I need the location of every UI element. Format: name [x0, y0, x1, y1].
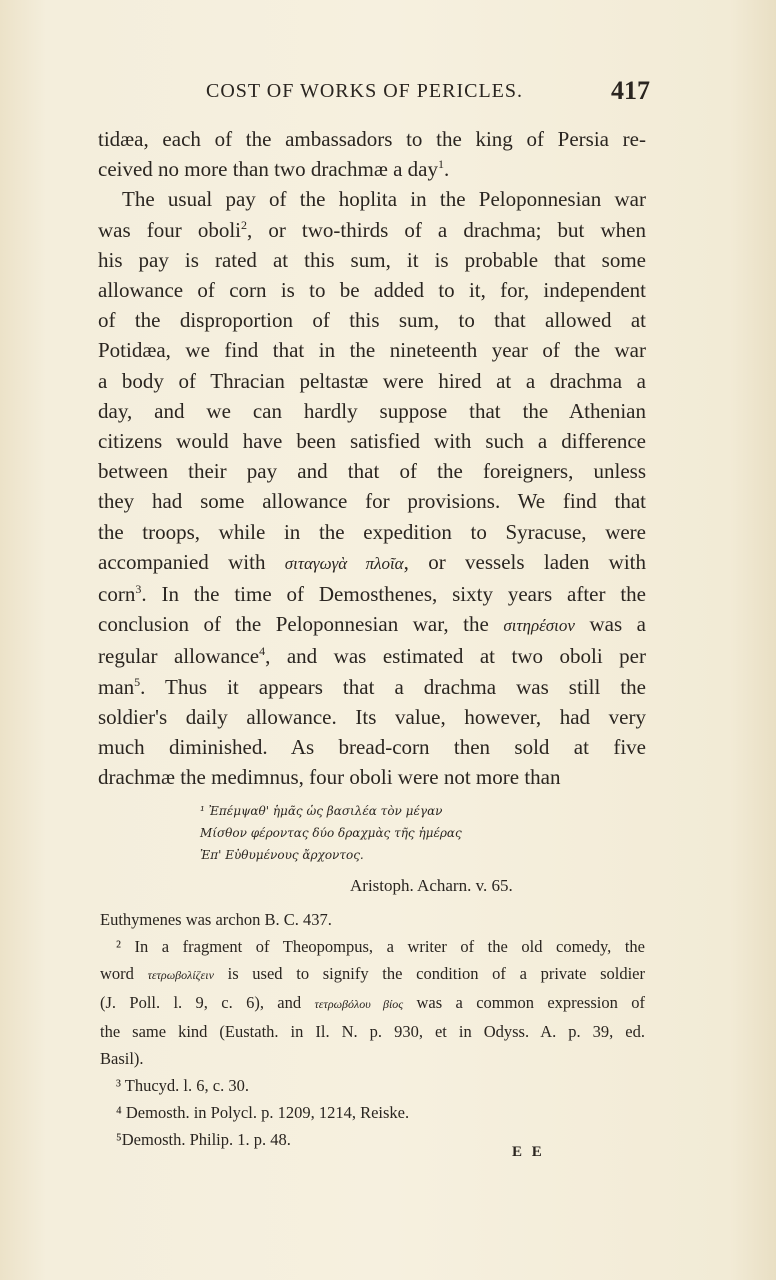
footnote-marker: 2: [241, 217, 247, 232]
footnote-3: ³ Thucyd. l. 6, c. 30.: [116, 1076, 249, 1095]
text-line: allowance of corn is to be added to it, for, independent: [98, 278, 646, 303]
footnote-5: ⁵Demosth. Philip. 1. p. 48.: [116, 1130, 291, 1149]
greek-quotation: [200, 800, 560, 866]
signature-mark: E E: [512, 1144, 545, 1160]
text-line: between their pay and that of the foreigners, unless: [98, 459, 646, 484]
running-head-title: COST OF WORKS OF PERICLES.: [206, 80, 523, 102]
text-line: accompanied with σιταγωγὰ πλοῖα, or vessels laden with: [98, 549, 647, 574]
text-line: of the disproportion of this sum, to that allowed at: [98, 308, 646, 333]
quote-line: Μίσθον φέροντας δύο δραχμὰς τῆς ἡμέρας: [200, 826, 462, 840]
quote-line: ¹ Ἐπέμψαθ' ἡμᾶς ὡς βασιλέα τὸν μέγαν: [200, 804, 443, 818]
text-line: day, and we can hardly suppose that the Athenian: [98, 398, 646, 423]
footnote-1-continuation: Euthymenes was archon B. C. 437.: [100, 910, 332, 929]
footnote-4: ⁴ Demosth. in Polycl. p. 1209, 1214, Reiske.: [116, 1103, 410, 1122]
footnotes: [100, 906, 645, 1153]
footnote-marker: 5: [134, 674, 141, 689]
body-text: [98, 124, 646, 792]
text-line: drachmæ the medimnus, four oboli were not more than: [98, 765, 561, 790]
footnote-marker: 4: [259, 644, 266, 659]
running-head: [206, 76, 656, 106]
quote-line: Ἐπ' Εὐθυμένους ἄρχοντος.: [200, 848, 364, 862]
footnote-2-line: (J. Poll. l. 9, c. 6), and τετρωβόλου βίος was a common expression of: [100, 993, 645, 1012]
text-line: much diminished. As bread-corn then sold at five: [98, 735, 646, 760]
text-line: man$^5$. Thus it appears that a drachma was still the: [98, 674, 646, 699]
text-line: was four oboli$^2$, or two-thirds of a drachma; but when: [98, 217, 646, 242]
text-line: corn$^3$. In the time of Demosthenes, sixty years after the: [98, 582, 646, 607]
footnote-2-line: word τετρωβολίζειν is used to signify the condition of a private soldier: [100, 964, 645, 983]
text-line: conclusion of the Peloponnesian war, the σιτηρέσιον was a: [98, 612, 646, 637]
text-line: regular allowance$^4$, and was estimated at two oboli per: [98, 644, 646, 669]
text-line: a body of Thracian peltastæ were hired at a drachma a: [98, 368, 646, 393]
text-line: Potidæa, we find that in the nineteenth year of the war: [98, 338, 646, 363]
quote-source: Aristoph. Acharn. v. 65.: [350, 876, 513, 895]
text-line: The usual pay of the hoplita in the Peloponnesian war: [122, 187, 646, 212]
text-line: ceived no more than two drachmæ a day$^1$.: [98, 157, 450, 182]
text-line: soldier's daily allowance. Its value, however, had very: [98, 704, 646, 729]
footnote-2-line: the same kind (Eustath. in Il. N. p. 930, et in Odyss. A. p. 39, ed.: [100, 1022, 645, 1041]
text-line: tidæa, each of the ambassadors to the king of Persia re-: [98, 127, 646, 151]
footnote-2-line: Basil).: [100, 1049, 144, 1068]
footnote-2-line: ² In a fragment of Theopompus, a writer of the old comedy, the: [116, 937, 645, 956]
text-line: the troops, while in the expedition to Syracuse, were: [98, 519, 646, 544]
footnote-marker: 1: [437, 157, 444, 172]
page-number: 417: [611, 76, 650, 105]
text-line: they had some allowance for provisions. We find that: [98, 489, 646, 514]
text-line: citizens would have been satisfied with such a difference: [98, 429, 646, 454]
footnote-marker: 3: [135, 582, 142, 597]
text-line: his pay is rated at this sum, it is probable that some: [98, 247, 646, 272]
